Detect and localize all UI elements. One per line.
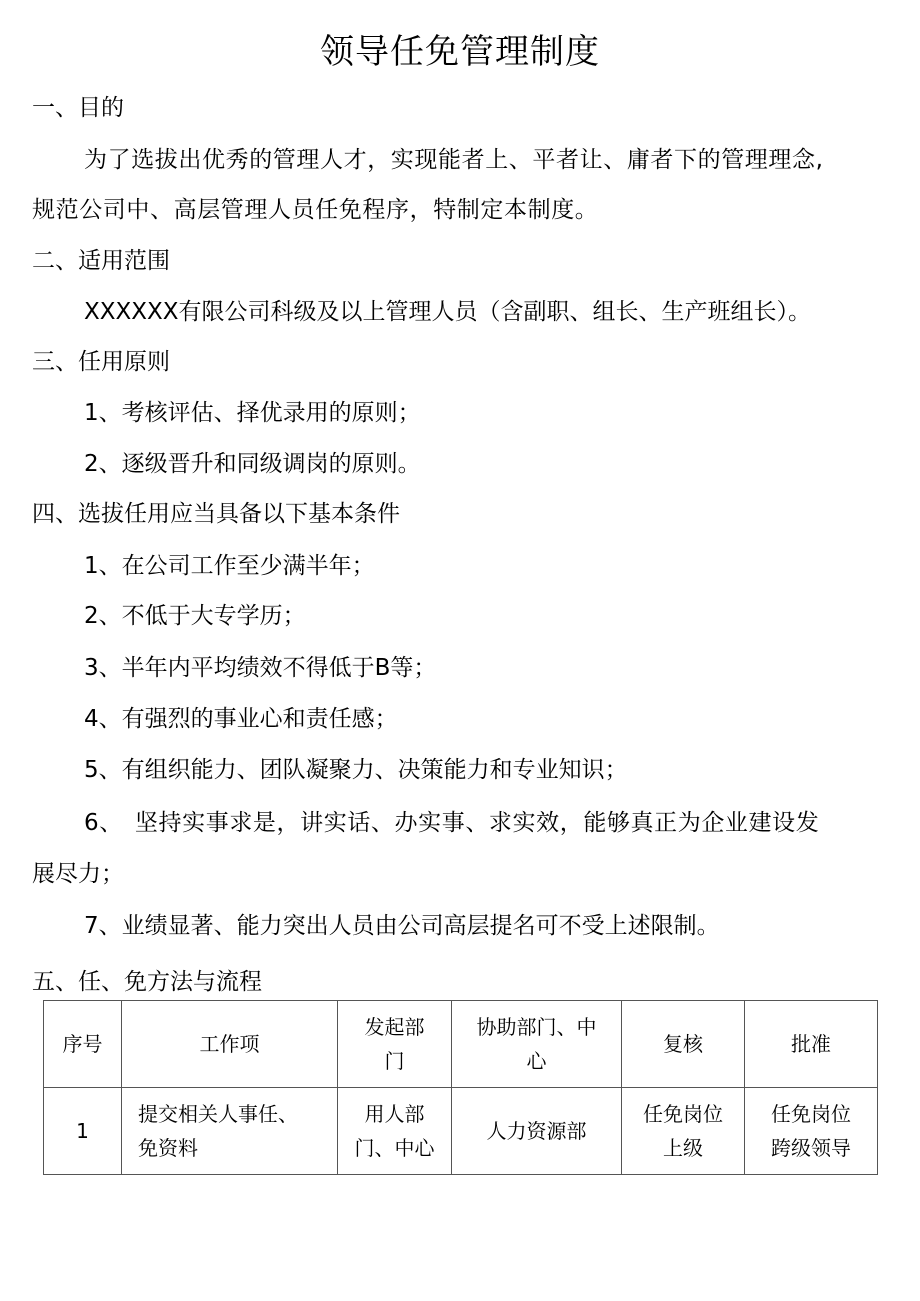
section-heading-conditions: 四、选拔任用应当具备以下基本条件: [32, 501, 400, 527]
list-item-continuation: 展尽力；: [32, 861, 124, 887]
table-row: [44, 1088, 878, 1175]
cell-approval: 任免岗位 跨级领导: [745, 1088, 878, 1175]
cell-review: 任免岗位 上级: [622, 1088, 745, 1175]
list-item: 4、有强烈的事业心和责任感；: [84, 706, 398, 732]
paragraph-line: XXXXXX有限公司科级及以上管理人员（含副职、组长、生产班组长）。: [84, 299, 812, 325]
list-item: 5、有组织能力、团队凝聚力、决策能力和专业知识；: [84, 757, 628, 783]
process-table: [43, 1000, 878, 1175]
section-heading-process: 五、任、免方法与流程: [32, 969, 262, 995]
header-cell-assisting-dept: 协助部门、中 心: [452, 1001, 622, 1088]
list-item: 2、逐级晋升和同级调岗的原则。: [84, 451, 421, 477]
cell-work-item: 提交相关人事任、 免资料: [122, 1088, 338, 1175]
paragraph-line: 规范公司中、高层管理人员任免程序，特制定本制度。: [32, 197, 599, 223]
table-header-row: [44, 1001, 878, 1088]
list-item: 1、考核评估、择优录用的原则；: [84, 400, 421, 426]
list-item: 3、半年内平均绩效不得低于B等；: [84, 655, 437, 681]
section-heading-principles: 三、任用原则: [32, 349, 170, 375]
cell-index: 1: [44, 1088, 122, 1175]
list-item: 7、业绩显著、能力突出人员由公司高层提名可不受上述限制。: [84, 913, 720, 939]
header-cell-work-item: 工作项: [122, 1001, 338, 1088]
section-heading-purpose: 一、目的: [32, 95, 124, 121]
list-item: 1、在公司工作至少满半年；: [84, 553, 375, 579]
cell-assisting-dept: 人力资源部: [452, 1088, 622, 1175]
list-item: 2、不低于大专学历；: [84, 603, 306, 629]
header-cell-index: 序号: [44, 1001, 122, 1088]
list-item: 6、 坚持实事求是，讲实话、办实事、求实效，能够真正为企业建设发: [84, 810, 820, 836]
header-cell-approval: 批准: [745, 1001, 878, 1088]
document-title: 领导任免管理制度: [320, 32, 600, 72]
cell-initiator: 用人部 门、中心: [338, 1088, 452, 1175]
header-cell-initiator: 发起部 门: [338, 1001, 452, 1088]
paragraph-line: 为了选拔出优秀的管理人才，实现能者上、平者让、庸者下的管理理念,: [84, 147, 824, 173]
header-cell-review: 复核: [622, 1001, 745, 1088]
section-heading-scope: 二、适用范围: [32, 248, 170, 274]
